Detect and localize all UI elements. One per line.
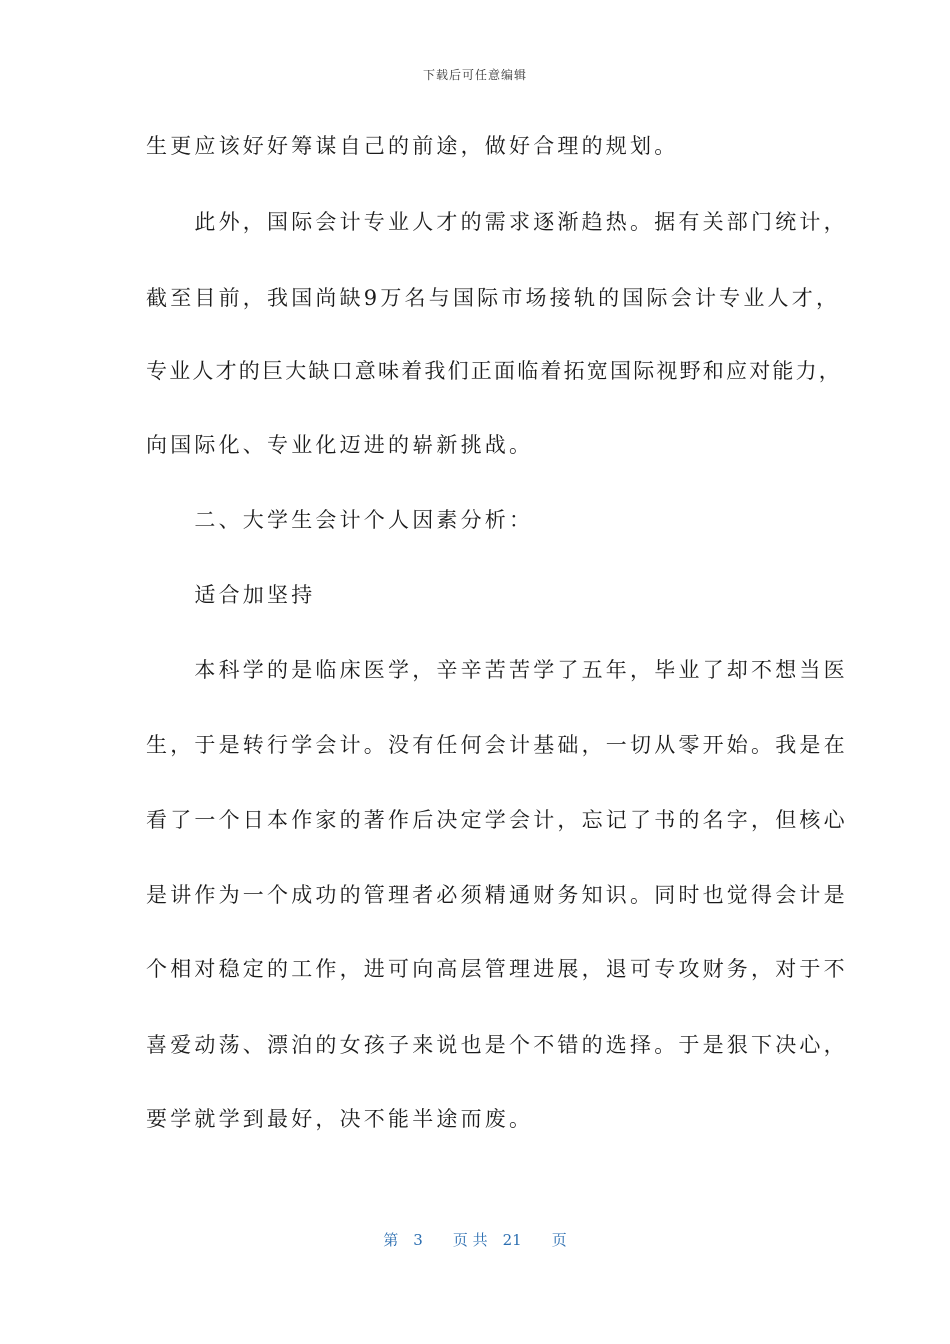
text-line: 看了一个日本作家的著作后决定学会计，忘记了书的名字，但核心 <box>146 808 848 832</box>
text-line: 个相对稳定的工作，进可向高层管理进展，退可专攻财务，对于不 <box>146 957 848 981</box>
text-line: 专业人才的巨大缺口意味着我们正面临着拓宽国际视野和应对能力， <box>146 359 842 383</box>
text-line: 此外，国际会计专业人才的需求逐渐趋热。据有关部门统计， <box>146 210 848 234</box>
text-line: 是讲作为一个成功的管理者必须精通财务知识。同时也觉得会计是 <box>146 883 848 907</box>
text-line: 本科学的是临床医学，辛辛苦苦学了五年，毕业了却不想当医 <box>146 658 848 682</box>
text-line: 要学就学到最好，决不能半途而废。 <box>146 1107 534 1131</box>
text-line: 生更应该好好筹谋自己的前途，做好合理的规划。 <box>146 134 679 158</box>
text-line: 生，于是转行学会计。没有任何会计基础，一切从零开始。我是在 <box>146 733 848 757</box>
page-number-footer: 第 3 页 共 21 页 <box>383 1231 567 1249</box>
sub-heading: 适合加坚持 <box>146 583 316 607</box>
text-line: 截至目前，我国尚缺9万名与国际市场接轨的国际会计专业人才， <box>146 286 841 310</box>
header-note: 下载后可任意编辑 <box>422 68 527 82</box>
text-line: 向国际化、专业化迈进的崭新挑战。 <box>146 433 534 457</box>
text-line: 喜爱动荡、漂泊的女孩子来说也是个不错的选择。于是狠下决心， <box>146 1033 848 1057</box>
section-heading: 二、大学生会计个人因素分析： <box>146 508 534 532</box>
